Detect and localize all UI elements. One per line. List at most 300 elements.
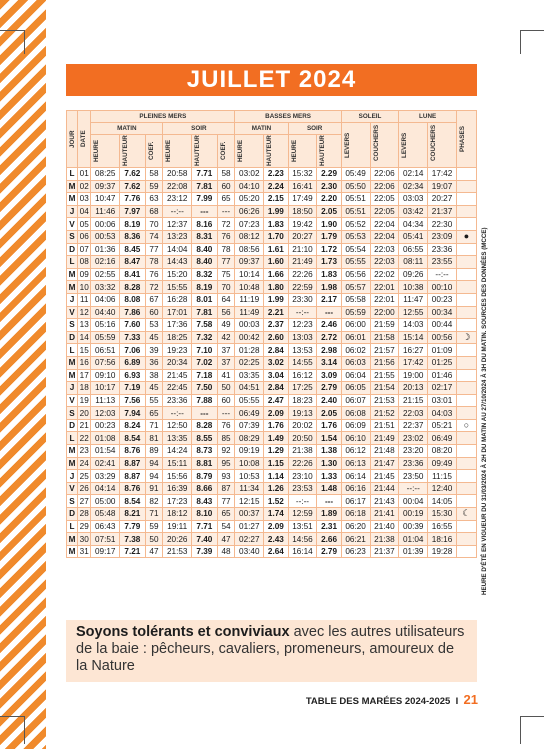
- cell-pm-soir-hauteur: 7.02: [192, 356, 217, 369]
- cell-date: 13: [78, 319, 91, 332]
- cell-pm-soir-coef: 76: [217, 419, 235, 432]
- cell-lune-lever: 04:34: [399, 218, 428, 231]
- cell-bm-matin-hauteur: 1.15: [264, 457, 288, 470]
- cell-lune-lever: 03:03: [399, 193, 428, 206]
- cell-bm-soir-hauteur: 3.14: [317, 356, 341, 369]
- cell-date: 14: [78, 331, 91, 344]
- cell-pm-matin-hauteur: 7.62: [120, 168, 145, 181]
- cell-bm-soir-hauteur: 1.90: [317, 218, 341, 231]
- table-row: [67, 495, 477, 508]
- cell-bm-soir-heure: 13:53: [288, 344, 317, 357]
- table-row: [67, 533, 477, 546]
- cell-bm-soir-hauteur: 2.05: [317, 407, 341, 420]
- cell-pm-matin-hauteur: 7.19: [120, 382, 145, 395]
- cell-phase: [456, 268, 476, 281]
- cell-soleil-lever: 06:08: [341, 407, 370, 420]
- cell-pm-soir-heure: 22:45: [163, 382, 192, 395]
- cell-lune-lever: 23:50: [399, 470, 428, 483]
- cell-phase: [456, 281, 476, 294]
- cell-bm-soir-heure: 19:42: [288, 218, 317, 231]
- cell-pm-matin-hauteur: 8.21: [120, 508, 145, 521]
- cell-bm-soir-hauteur: 1.76: [317, 419, 341, 432]
- cell-soleil-lever: 06:14: [341, 470, 370, 483]
- cell-lune-lever: 22:03: [399, 407, 428, 420]
- cell-day: J: [67, 293, 78, 306]
- cell-bm-soir-hauteur: 1.72: [317, 243, 341, 256]
- cell-soleil-lever: 05:53: [341, 230, 370, 243]
- cell-soleil-coucher: 22:05: [370, 193, 399, 206]
- table-row: [67, 193, 477, 206]
- cell-pm-matin-hauteur: 7.97: [120, 205, 145, 218]
- col-phases: PHASES: [456, 111, 476, 168]
- tide-table-body: [67, 168, 477, 558]
- cell-pm-soir-hauteur: 8.79: [192, 470, 217, 483]
- cell-date: 19: [78, 394, 91, 407]
- cell-bm-matin-heure: 07:39: [235, 419, 264, 432]
- cell-lune-lever: 01:39: [399, 545, 428, 558]
- cell-pm-matin-hauteur: 8.36: [120, 230, 145, 243]
- table-row: [67, 205, 477, 218]
- cell-pm-matin-hauteur: 6.93: [120, 369, 145, 382]
- cell-pm-matin-coef: 50: [145, 533, 163, 546]
- cell-pm-soir-heure: --:--: [163, 205, 192, 218]
- cell-lune-coucher: 14:05: [428, 495, 457, 508]
- cell-pm-soir-coef: 48: [217, 545, 235, 558]
- cell-lune-coucher: 17:42: [428, 168, 457, 181]
- cell-soleil-coucher: 21:45: [370, 470, 399, 483]
- cell-pm-soir-hauteur: 7.71: [192, 520, 217, 533]
- cell-date: 18: [78, 382, 91, 395]
- cell-date: 09: [78, 268, 91, 281]
- footer-separator: I: [455, 696, 459, 707]
- cell-date: 25: [78, 470, 91, 483]
- cell-pm-matin-coef: 58: [145, 168, 163, 181]
- cell-soleil-lever: 05:59: [341, 306, 370, 319]
- table-row: [67, 520, 477, 533]
- cell-bm-soir-heure: 20:02: [288, 419, 317, 432]
- table-row: [67, 344, 477, 357]
- footer: [290, 692, 478, 707]
- cell-soleil-lever: 06:03: [341, 356, 370, 369]
- cell-pm-soir-hauteur: 7.10: [192, 344, 217, 357]
- cell-pm-matin-hauteur: 8.19: [120, 218, 145, 231]
- cell-pm-matin-coef: 94: [145, 457, 163, 470]
- cell-bm-soir-heure: 16:12: [288, 369, 317, 382]
- cell-bm-matin-heure: 01:27: [235, 520, 264, 533]
- cell-pm-soir-heure: 16:28: [163, 293, 192, 306]
- cell-soleil-coucher: 21:40: [370, 520, 399, 533]
- moon-phase-full-icon: ○: [456, 419, 476, 432]
- cell-soleil-coucher: 22:02: [370, 268, 399, 281]
- cell-phase: [456, 445, 476, 458]
- cell-lune-lever: 14:03: [399, 319, 428, 332]
- cell-bm-matin-heure: 08:12: [235, 230, 264, 243]
- cell-pm-matin-hauteur: 8.54: [120, 432, 145, 445]
- cell-date: 05: [78, 218, 91, 231]
- cell-bm-matin-hauteur: 2.21: [264, 306, 288, 319]
- cell-pm-soir-heure: 14:24: [163, 445, 192, 458]
- cell-bm-matin-heure: 02:25: [235, 356, 264, 369]
- table-row: [67, 419, 477, 432]
- cell-phase: [456, 256, 476, 269]
- cell-bm-soir-hauteur: ---: [317, 495, 341, 508]
- cell-bm-matin-heure: 06:49: [235, 407, 264, 420]
- cell-pm-soir-heure: 21:45: [163, 369, 192, 382]
- cell-pm-soir-hauteur: 8.66: [192, 482, 217, 495]
- cell-pm-soir-hauteur: 8.32: [192, 268, 217, 281]
- cell-pm-soir-hauteur: 7.99: [192, 193, 217, 206]
- cell-day: J: [67, 205, 78, 218]
- crop-mark: [24, 716, 25, 744]
- cell-date: 28: [78, 508, 91, 521]
- cell-lune-lever: 09:26: [399, 268, 428, 281]
- cell-pm-soir-hauteur: 7.71: [192, 168, 217, 181]
- col-soleil-couchers: COUCHERS: [370, 123, 399, 168]
- cell-day: M: [67, 369, 78, 382]
- header-basses-mers: BASSES MERS: [235, 111, 341, 123]
- cell-pm-matin-hauteur: 8.87: [120, 470, 145, 483]
- cell-bm-matin-hauteur: 2.43: [264, 533, 288, 546]
- cell-pm-matin-heure: 11:46: [91, 205, 120, 218]
- cell-pm-soir-hauteur: 7.81: [192, 306, 217, 319]
- col-pm-soir-hauteur: HAUTEUR: [192, 135, 217, 168]
- cell-pm-matin-heure: 02:55: [91, 268, 120, 281]
- cell-soleil-lever: 06:13: [341, 457, 370, 470]
- cell-lune-coucher: 00:56: [428, 331, 457, 344]
- page-title: JUILLET 2024: [66, 64, 477, 96]
- cell-soleil-lever: 06:09: [341, 419, 370, 432]
- cell-pm-matin-hauteur: 8.24: [120, 419, 145, 432]
- cell-pm-matin-heure: 03:29: [91, 470, 120, 483]
- cell-bm-matin-heure: 04:51: [235, 382, 264, 395]
- cell-soleil-coucher: 21:47: [370, 457, 399, 470]
- cell-pm-soir-heure: 14:43: [163, 256, 192, 269]
- cell-bm-matin-heure: 03:02: [235, 168, 264, 181]
- cell-pm-matin-hauteur: 7.76: [120, 193, 145, 206]
- table-row: [67, 319, 477, 332]
- cell-bm-matin-heure: 07:23: [235, 218, 264, 231]
- cell-bm-soir-hauteur: 2.17: [317, 293, 341, 306]
- cell-date: 08: [78, 256, 91, 269]
- cell-lune-coucher: 23:36: [428, 243, 457, 256]
- cell-day: L: [67, 344, 78, 357]
- cell-lune-lever: 01:04: [399, 533, 428, 546]
- cell-bm-matin-hauteur: 2.23: [264, 168, 288, 181]
- cell-soleil-lever: 06:02: [341, 344, 370, 357]
- cell-day: L: [67, 168, 78, 181]
- cell-pm-matin-hauteur: 7.60: [120, 319, 145, 332]
- cell-pm-matin-hauteur: 7.79: [120, 520, 145, 533]
- cell-pm-matin-coef: 74: [145, 230, 163, 243]
- cell-bm-soir-heure: 16:41: [288, 180, 317, 193]
- cell-bm-matin-hauteur: 1.14: [264, 470, 288, 483]
- cell-bm-soir-heure: 19:13: [288, 407, 317, 420]
- cell-phase: [456, 243, 476, 256]
- cell-lune-coucher: 09:49: [428, 457, 457, 470]
- cell-bm-matin-hauteur: 1.99: [264, 205, 288, 218]
- cell-soleil-lever: 05:55: [341, 256, 370, 269]
- cell-day: S: [67, 319, 78, 332]
- cell-bm-matin-hauteur: 2.09: [264, 520, 288, 533]
- header-soleil: SOLEIL: [341, 111, 399, 123]
- cell-pm-soir-heure: 16:39: [163, 482, 192, 495]
- cell-pm-soir-coef: 41: [217, 369, 235, 382]
- cell-bm-soir-hauteur: 2.31: [317, 520, 341, 533]
- cell-pm-soir-coef: 76: [217, 230, 235, 243]
- cell-lune-coucher: 12:40: [428, 482, 457, 495]
- cell-lune-lever: 03:42: [399, 205, 428, 218]
- cell-lune-coucher: 05:21: [428, 419, 457, 432]
- cell-pm-matin-hauteur: 8.08: [120, 293, 145, 306]
- cell-pm-soir-hauteur: 8.28: [192, 419, 217, 432]
- cell-pm-matin-heure: 02:41: [91, 457, 120, 470]
- cell-soleil-lever: 05:54: [341, 243, 370, 256]
- cell-lune-coucher: 00:23: [428, 293, 457, 306]
- cell-pm-soir-coef: 60: [217, 180, 235, 193]
- cell-day: M: [67, 281, 78, 294]
- cell-pm-soir-heure: 23:12: [163, 193, 192, 206]
- cell-soleil-lever: 06:20: [341, 520, 370, 533]
- cell-pm-soir-heure: 13:35: [163, 432, 192, 445]
- cell-phase: [456, 545, 476, 558]
- cell-date: 16: [78, 356, 91, 369]
- cell-pm-soir-hauteur: 7.18: [192, 369, 217, 382]
- table-row: [67, 168, 477, 181]
- cell-pm-matin-hauteur: 7.38: [120, 533, 145, 546]
- cell-bm-soir-heure: 23:53: [288, 482, 317, 495]
- cell-day: D: [67, 331, 78, 344]
- cell-bm-matin-hauteur: 1.61: [264, 243, 288, 256]
- cell-bm-matin-hauteur: 1.26: [264, 482, 288, 495]
- cell-soleil-coucher: 22:03: [370, 243, 399, 256]
- cell-pm-matin-hauteur: 7.56: [120, 394, 145, 407]
- cell-pm-soir-heure: --:--: [163, 407, 192, 420]
- cell-pm-matin-coef: 67: [145, 293, 163, 306]
- cell-pm-matin-heure: 01:08: [91, 432, 120, 445]
- cell-phase: [456, 180, 476, 193]
- crop-mark: [24, 30, 25, 54]
- cell-pm-matin-coef: 72: [145, 281, 163, 294]
- cell-bm-matin-hauteur: 2.60: [264, 331, 288, 344]
- cell-bm-matin-hauteur: 2.15: [264, 193, 288, 206]
- cell-bm-matin-heure: 09:19: [235, 445, 264, 458]
- cell-pm-matin-hauteur: 7.06: [120, 344, 145, 357]
- cell-pm-matin-heure: 00:53: [91, 230, 120, 243]
- cell-bm-matin-hauteur: 2.37: [264, 319, 288, 332]
- cell-day: M: [67, 457, 78, 470]
- cell-soleil-lever: 06:21: [341, 533, 370, 546]
- cell-bm-matin-hauteur: 1.76: [264, 419, 288, 432]
- cell-bm-matin-heure: 00:37: [235, 508, 264, 521]
- cell-date: 22: [78, 432, 91, 445]
- cell-bm-matin-hauteur: 2.47: [264, 394, 288, 407]
- col-pm-matin-heure: HEURE: [91, 135, 120, 168]
- col-pm-soir-heure: HEURE: [163, 135, 192, 168]
- cell-bm-soir-heure: 17:49: [288, 193, 317, 206]
- cell-pm-soir-hauteur: 8.43: [192, 495, 217, 508]
- cell-pm-soir-heure: 20:26: [163, 533, 192, 546]
- cell-day: D: [67, 419, 78, 432]
- cell-phase: [456, 432, 476, 445]
- cell-soleil-coucher: 21:49: [370, 432, 399, 445]
- header-bm-soir: SOIR: [288, 123, 341, 135]
- cell-date: 12: [78, 306, 91, 319]
- cell-pm-soir-coef: 49: [217, 319, 235, 332]
- table-row: [67, 218, 477, 231]
- header-pm-matin: MATIN: [91, 123, 163, 135]
- cell-bm-matin-hauteur: 1.80: [264, 281, 288, 294]
- cell-pm-soir-hauteur: 8.55: [192, 432, 217, 445]
- table-row: [67, 508, 477, 521]
- cell-bm-soir-heure: 21:10: [288, 243, 317, 256]
- cell-soleil-coucher: 21:51: [370, 419, 399, 432]
- cell-phase: [456, 205, 476, 218]
- cell-pm-soir-coef: 95: [217, 457, 235, 470]
- cell-phase: [456, 193, 476, 206]
- cell-pm-soir-coef: 93: [217, 470, 235, 483]
- cell-pm-soir-heure: 23:36: [163, 394, 192, 407]
- cell-pm-soir-coef: 72: [217, 218, 235, 231]
- cell-pm-soir-coef: 78: [217, 243, 235, 256]
- cell-day: J: [67, 382, 78, 395]
- cell-lune-lever: 02:14: [399, 168, 428, 181]
- cell-soleil-coucher: 22:00: [370, 306, 399, 319]
- cell-soleil-coucher: 21:55: [370, 369, 399, 382]
- table-row: [67, 432, 477, 445]
- cell-bm-matin-heure: 08:56: [235, 243, 264, 256]
- cell-bm-soir-hauteur: 2.29: [317, 168, 341, 181]
- cell-pm-matin-coef: 89: [145, 445, 163, 458]
- cell-bm-matin-hauteur: 1.52: [264, 495, 288, 508]
- cell-bm-soir-hauteur: 2.79: [317, 545, 341, 558]
- cell-lune-coucher: 01:09: [428, 344, 457, 357]
- cell-bm-soir-hauteur: 2.40: [317, 394, 341, 407]
- cell-pm-matin-coef: 53: [145, 319, 163, 332]
- cell-pm-matin-hauteur: 8.76: [120, 482, 145, 495]
- cell-soleil-lever: 06:18: [341, 508, 370, 521]
- cell-pm-matin-heure: 01:54: [91, 445, 120, 458]
- cell-bm-matin-heure: 09:37: [235, 256, 264, 269]
- cell-phase: [456, 394, 476, 407]
- cell-pm-matin-hauteur: 7.33: [120, 331, 145, 344]
- cell-bm-matin-heure: 10:48: [235, 281, 264, 294]
- crop-mark: [520, 716, 544, 717]
- cell-soleil-lever: 05:50: [341, 180, 370, 193]
- cell-pm-matin-coef: 59: [145, 180, 163, 193]
- cell-pm-soir-coef: ---: [217, 407, 235, 420]
- cell-pm-matin-heure: 07:56: [91, 356, 120, 369]
- col-lune-levers: LEVERS: [399, 123, 428, 168]
- cell-pm-matin-coef: 60: [145, 306, 163, 319]
- cell-phase: [456, 533, 476, 546]
- cell-bm-soir-heure: 12:23: [288, 319, 317, 332]
- cell-lune-lever: 22:37: [399, 419, 428, 432]
- cell-pm-soir-coef: 65: [217, 193, 235, 206]
- cell-soleil-lever: 05:56: [341, 268, 370, 281]
- cell-day: S: [67, 495, 78, 508]
- cell-lune-lever: 16:27: [399, 344, 428, 357]
- cell-soleil-coucher: 21:44: [370, 482, 399, 495]
- cell-pm-matin-coef: 70: [145, 218, 163, 231]
- header-pleines-mers: PLEINES MERS: [91, 111, 235, 123]
- cell-lune-lever: 15:14: [399, 331, 428, 344]
- cell-pm-matin-hauteur: 8.54: [120, 495, 145, 508]
- cell-bm-matin-heure: 05:55: [235, 394, 264, 407]
- table-row: [67, 445, 477, 458]
- cell-pm-soir-hauteur: 8.01: [192, 293, 217, 306]
- col-bm-matin-heure: HEURE: [235, 135, 264, 168]
- cell-date: 27: [78, 495, 91, 508]
- cell-soleil-lever: 06:12: [341, 445, 370, 458]
- table-row: [67, 306, 477, 319]
- cell-bm-soir-heure: 20:50: [288, 432, 317, 445]
- cell-soleil-lever: 06:00: [341, 319, 370, 332]
- cell-bm-matin-heure: 05:20: [235, 193, 264, 206]
- cell-bm-matin-heure: 11:49: [235, 306, 264, 319]
- cell-pm-soir-hauteur: 7.32: [192, 331, 217, 344]
- cell-soleil-coucher: 21:38: [370, 533, 399, 546]
- cell-bm-soir-heure: 21:38: [288, 445, 317, 458]
- cell-soleil-lever: 05:58: [341, 293, 370, 306]
- cell-bm-matin-hauteur: 2.64: [264, 545, 288, 558]
- table-row: [67, 230, 477, 243]
- cell-lune-coucher: 02:17: [428, 382, 457, 395]
- cell-pm-matin-coef: 47: [145, 545, 163, 558]
- cell-pm-soir-coef: 60: [217, 394, 235, 407]
- table-row: [67, 394, 477, 407]
- cell-bm-soir-heure: 22:26: [288, 457, 317, 470]
- cell-pm-soir-hauteur: 7.40: [192, 533, 217, 546]
- table-row: [67, 293, 477, 306]
- cell-day: M: [67, 445, 78, 458]
- cell-bm-soir-heure: 22:59: [288, 281, 317, 294]
- cell-day: J: [67, 470, 78, 483]
- cell-lune-coucher: 01:46: [428, 369, 457, 382]
- cell-date: 20: [78, 407, 91, 420]
- cell-soleil-lever: 06:16: [341, 482, 370, 495]
- cell-pm-soir-hauteur: 8.73: [192, 445, 217, 458]
- cell-lune-coucher: 20:27: [428, 193, 457, 206]
- cell-pm-soir-heure: 15:20: [163, 268, 192, 281]
- col-bm-matin-hauteur: HAUTEUR: [264, 135, 288, 168]
- cell-bm-soir-hauteur: 1.98: [317, 281, 341, 294]
- cell-bm-soir-hauteur: 2.30: [317, 180, 341, 193]
- cell-soleil-lever: 06:04: [341, 369, 370, 382]
- cell-bm-matin-hauteur: 1.66: [264, 268, 288, 281]
- cell-bm-matin-hauteur: 1.29: [264, 445, 288, 458]
- cell-bm-matin-hauteur: 1.83: [264, 218, 288, 231]
- cell-soleil-lever: 05:51: [341, 205, 370, 218]
- cell-day: M: [67, 533, 78, 546]
- cell-day: D: [67, 508, 78, 521]
- cell-bm-soir-hauteur: 2.98: [317, 344, 341, 357]
- cell-pm-matin-heure: 04:14: [91, 482, 120, 495]
- cell-bm-soir-heure: --:--: [288, 306, 317, 319]
- crop-mark: [0, 30, 24, 31]
- cell-soleil-coucher: 21:52: [370, 407, 399, 420]
- cell-pm-matin-hauteur: 7.94: [120, 407, 145, 420]
- cell-phase: [456, 470, 476, 483]
- cell-soleil-lever: 05:52: [341, 218, 370, 231]
- cell-pm-matin-heure: 11:13: [91, 394, 120, 407]
- cell-pm-matin-heure: 10:47: [91, 193, 120, 206]
- cell-date: 26: [78, 482, 91, 495]
- cell-bm-soir-hauteur: 1.30: [317, 457, 341, 470]
- cell-pm-soir-hauteur: 8.40: [192, 256, 217, 269]
- cell-lune-coucher: 03:01: [428, 394, 457, 407]
- cell-pm-matin-coef: 81: [145, 432, 163, 445]
- header-lune: LUNE: [399, 111, 457, 123]
